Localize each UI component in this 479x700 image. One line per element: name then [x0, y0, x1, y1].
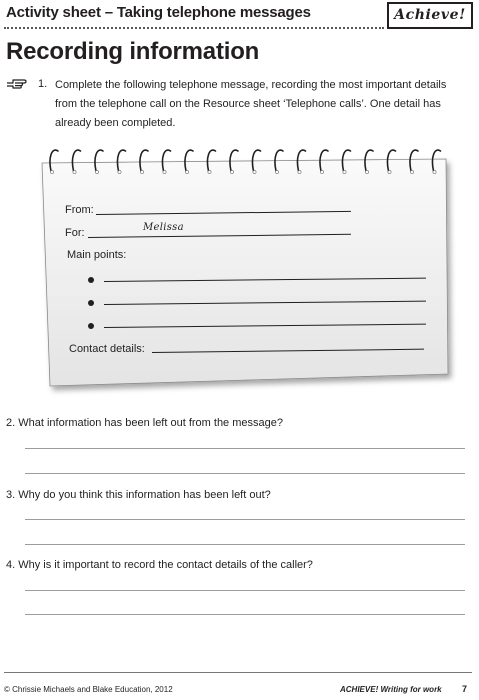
spiral-hole — [365, 170, 368, 173]
spiral-hole — [163, 170, 166, 173]
question-2-text: 2. What information has been left out from the message? — [6, 417, 283, 429]
spiral-hole — [410, 170, 413, 173]
main-point-bullet — [88, 323, 94, 329]
section-heading: Recording information — [6, 38, 260, 65]
spiral-hole — [433, 170, 436, 173]
contact-details-label: Contact details: — [69, 343, 145, 355]
spiral-hole — [118, 170, 121, 173]
spiral-hole — [185, 170, 188, 173]
spiral-hole — [50, 170, 53, 173]
spiral-hole — [388, 170, 391, 173]
spiral-hole — [208, 170, 211, 173]
spiral-hole — [95, 170, 98, 173]
for-handwritten-value: Melissa — [143, 222, 184, 233]
answer-line[interactable] — [25, 590, 465, 591]
pointing-hand-icon — [6, 74, 28, 90]
for-label: For: — [65, 227, 85, 239]
footer-series: ACHIEVE! Writing for work — [340, 685, 442, 694]
spiral-hole — [253, 170, 256, 173]
achieve-badge: Achieve! — [387, 2, 473, 29]
from-label: From: — [65, 204, 94, 216]
sheet-title: Activity sheet – Taking telephone messages — [6, 4, 311, 21]
footer-rule — [4, 672, 472, 673]
main-points-label: Main points: — [67, 249, 127, 261]
main-point-bullet — [88, 300, 94, 306]
question-3-text: 3. Why do you think this information has been left out? — [6, 489, 271, 501]
spiral-hole — [343, 170, 346, 173]
spiral-hole — [230, 170, 233, 173]
spiral-hole — [320, 170, 323, 173]
footer-copyright: © Chrissie Michaels and Blake Education, 2012 — [4, 685, 173, 694]
page-number: 7 — [462, 684, 468, 694]
answer-line[interactable] — [25, 473, 465, 474]
answer-line[interactable] — [25, 519, 465, 520]
answer-line[interactable] — [25, 544, 465, 545]
header-dotted-rule — [4, 27, 384, 29]
question-4-text: 4. Why is it important to record the contact details of the caller? — [6, 559, 313, 571]
spiral-hole — [73, 170, 76, 173]
question-1-text: Complete the following telephone message, recording the most important details from the telephone call on the Resource sheet ‘Telephone calls’. One detail has already been completed. — [55, 79, 447, 129]
question-1-number: 1. — [38, 78, 48, 90]
message-note-card — [38, 145, 458, 400]
spiral-hole — [275, 170, 278, 173]
answer-line[interactable] — [25, 614, 465, 615]
spiral-hole — [140, 170, 143, 173]
main-point-bullet — [88, 277, 94, 283]
spiral-hole — [298, 170, 301, 173]
answer-line[interactable] — [25, 448, 465, 449]
